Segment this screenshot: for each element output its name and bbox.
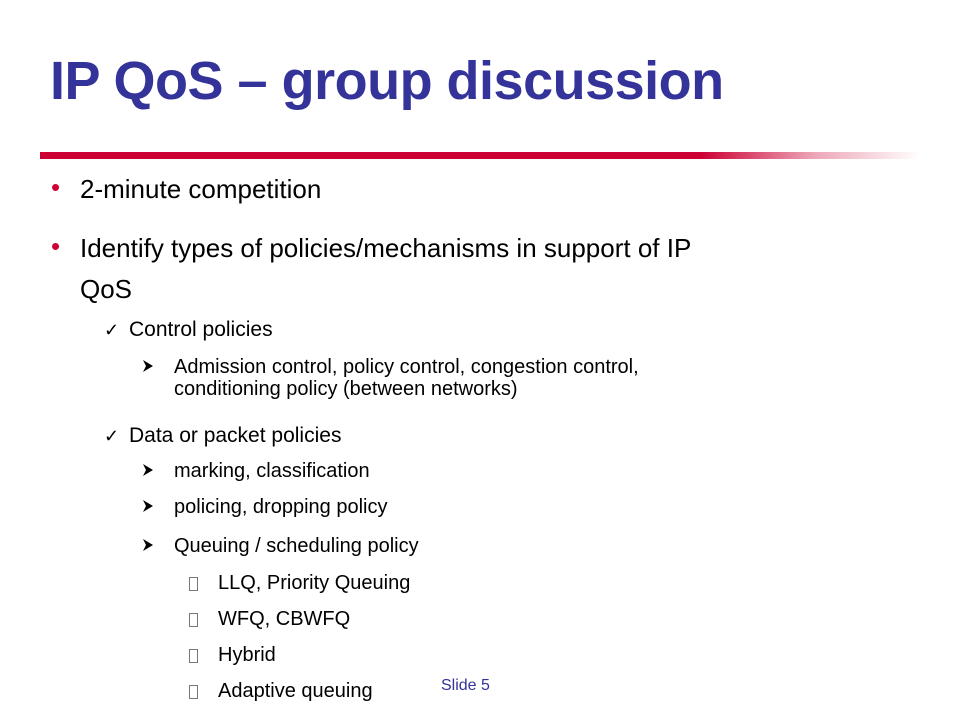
bullet-competition: 2-minute competition xyxy=(80,174,322,204)
item-admission-line1: Admission control, policy control, congestion control, xyxy=(174,356,639,378)
arrowhead-icon xyxy=(142,537,154,559)
box-placeholder-icon xyxy=(189,577,198,591)
bullet-identify-line2: QoS xyxy=(80,274,133,304)
arrowhead-icon xyxy=(142,358,154,380)
arrowhead-icon xyxy=(142,498,154,520)
bullet-identify-types xyxy=(80,231,691,265)
sub-bullet-data-packet-policies: Data or packet policies xyxy=(129,424,342,447)
sub-bullet-control-policies: Control policies xyxy=(129,318,273,341)
arrowhead-icon xyxy=(142,462,154,484)
bullet-identify-line1: Identify types of policies/mechanisms in support of IP xyxy=(80,233,692,263)
round-bullet-icon: • xyxy=(51,231,61,261)
item-adaptive-queuing: Adaptive queuing xyxy=(218,680,373,702)
slide-title: IP QoS – group discussion xyxy=(50,51,724,111)
box-placeholder-icon xyxy=(189,685,198,699)
title-divider xyxy=(40,152,920,159)
item-admission-line2: conditioning policy (between networks) xyxy=(174,378,518,400)
box-placeholder-icon xyxy=(189,649,198,663)
slide-number: Slide 5 xyxy=(441,677,490,694)
item-llq: LLQ, Priority Queuing xyxy=(218,572,411,594)
checkmark-icon: ✓ xyxy=(104,320,120,340)
bullet-identify-continuation xyxy=(80,272,132,306)
round-bullet-icon: • xyxy=(51,172,61,202)
item-hybrid: Hybrid xyxy=(218,644,276,666)
item-marking-classification: marking, classification xyxy=(174,460,370,482)
arrowhead-icon-svg xyxy=(142,359,154,373)
arrowhead-icon-svg xyxy=(142,499,154,513)
item-admission-control xyxy=(174,356,639,400)
item-wfq: WFQ, CBWFQ xyxy=(218,608,351,630)
arrowhead-icon-svg xyxy=(142,463,154,477)
checkmark-icon: ✓ xyxy=(104,426,120,446)
box-placeholder-icon xyxy=(189,613,198,627)
item-queuing-scheduling: Queuing / scheduling policy xyxy=(174,535,419,557)
item-policing-dropping: policing, dropping policy xyxy=(174,496,388,518)
arrowhead-icon-svg xyxy=(142,538,154,552)
